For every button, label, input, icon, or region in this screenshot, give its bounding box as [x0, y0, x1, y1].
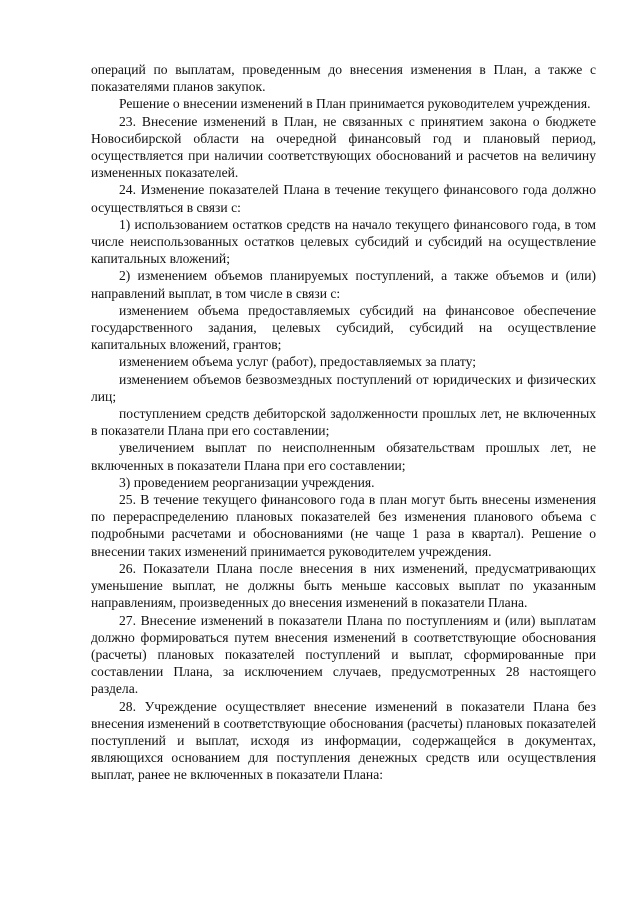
- sub-item-donations: изменением объемов безвозмездных поступлений от юридических и физических лиц;: [91, 371, 596, 404]
- paragraph-decision: Решение о внесении изменений в План принимается руководителем учреждения.: [119, 96, 591, 112]
- sub-item-services: изменением объема услуг (работ), предоставляемых за плату;: [119, 354, 476, 370]
- paragraph-26: 26. Показатели Плана после внесения в них изменений, предусматривающих уменьшение выплат, не должны быть меньше кассовых выплат по указанным направлениям, произведенных до внесения изменений в показатели Плана.: [91, 560, 596, 611]
- list-item-3: 3) проведением реорганизации учреждения.: [119, 474, 375, 490]
- document-page: [91, 61, 596, 784]
- paragraph-23: 23. Внесение изменений в План, не связанных с принятием закона о бюджете Новосибирской области на очередной финансовый год и плановый период, осуществляется при наличии соответствующих обоснований и расчетов на величину измененных показателей.: [91, 113, 596, 181]
- paragraph-28: 28. Учреждение осуществляет внесение изменений в показатели Плана без внесения изменений в соответствующие обоснования (расчеты) плановых показателей поступлений и выплат, исходя из информации, содержащейся в документах, являющихся основанием для поступления денежных средств или осуществления выплат, ранее не включенных в показатели Плана:: [91, 698, 596, 783]
- sub-item-obligations: увеличением выплат по неисполненным обязательствам прошлых лет, не включенных в показатели Плана при его составлении;: [91, 440, 596, 473]
- paragraph-27: 27. Внесение изменений в показатели Плана по поступлениям и (или) выплатам должно формироваться путем внесения изменений в соответствующие обоснования (расчеты) плановых показателей поступлений и выплат, сформированные при составлении Плана, за исключением случаев, предусмотренных 28 настоящего раздела.: [91, 612, 596, 697]
- sub-item-receivables: поступлением средств дебиторской задолженности прошлых лет, не включенных в показатели Плана при его составлении;: [91, 406, 596, 439]
- paragraph-24: 24. Изменение показателей Плана в течение текущего финансового года должно осуществляться в связи с:: [91, 182, 596, 215]
- paragraph-25: 25. В течение текущего финансового года в план могут быть внесены изменения по перераспределению плановых показателей без изменения планового объема с подробными расчетами и обоснованиями (не чаще 1 раза в квартал). Решение о внесении таких изменений принимается руководителем учреждения.: [91, 492, 596, 559]
- sub-item-subsidies: изменением объема предоставляемых субсидий на финансовое обеспечение государственного задания, целевых субсидий, субсидий на осуществление капитальных вложений, грантов;: [91, 302, 596, 353]
- list-item-1: 1) использованием остатков средств на начало текущего финансового года, в том числе неиспользованных остатков целевых субсидий и субсидий на осуществление капитальных вложений;: [91, 216, 596, 267]
- list-item-2: 2) изменением объемов планируемых поступлений, а также объемов и (или) направлений выплат, в том числе в связи с:: [91, 268, 596, 301]
- paragraph-continuation: операций по выплатам, проведенным до внесения изменения в План, а также с показателями планов закупок.: [91, 62, 596, 95]
